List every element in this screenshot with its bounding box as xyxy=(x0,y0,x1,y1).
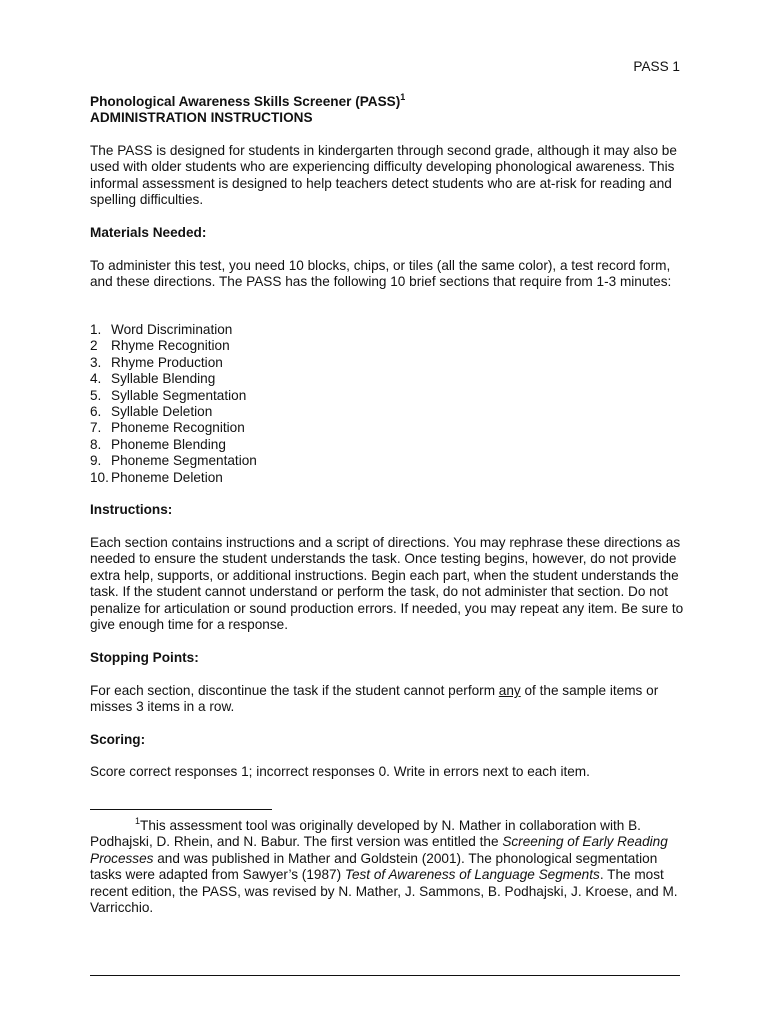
page-header-label: PASS 1 xyxy=(633,59,680,74)
list-item-label: Syllable Blending xyxy=(111,371,216,387)
title-line-2: ADMINISTRATION INSTRUCTIONS xyxy=(90,110,313,126)
title-text: Phonological Awareness Skills Screener (PASS) xyxy=(90,94,401,109)
list-item-label: Syllable Segmentation xyxy=(111,387,247,403)
list-item-number: 8. xyxy=(90,436,102,452)
list-item-label: Word Discrimination xyxy=(111,322,233,337)
footnote-divider xyxy=(90,809,272,810)
footnote-title-1: Screening of Early Reading Processes xyxy=(90,834,668,866)
list-item-number: 9. xyxy=(90,453,102,469)
list-item-label: Syllable Deletion xyxy=(111,404,213,420)
list-item xyxy=(90,420,690,436)
footnote-mark: 1 xyxy=(135,816,141,826)
sections-list xyxy=(90,322,690,486)
list-item-number: 1. xyxy=(90,322,102,337)
scoring-heading: Scoring: xyxy=(90,732,146,747)
footnote xyxy=(90,818,686,916)
materials-heading: Materials Needed: xyxy=(90,225,207,240)
list-item-label: Phoneme Deletion xyxy=(111,469,223,485)
list-item xyxy=(90,470,690,486)
instructions-heading: Instructions: xyxy=(90,502,173,517)
list-item-number: 4. xyxy=(90,371,102,387)
footnote-text-3: . The most recent edition, the PASS, was revised by N. Mather, J. Sammons, B. Podhajski, J. Kroese, and M. Varricchio. xyxy=(90,867,678,916)
list-item-label: Rhyme Recognition xyxy=(111,338,230,354)
list-item-label: Phoneme Recognition xyxy=(111,420,245,436)
list-item xyxy=(90,355,690,371)
stopping-text-end: of the sample items or misses 3 items in a row. xyxy=(90,683,659,715)
bottom-divider xyxy=(90,975,680,976)
list-item-number: 3. xyxy=(90,354,102,370)
stopping-text-start: For each section, discontinue the task if the student cannot perform xyxy=(90,683,499,698)
list-item-number: 5. xyxy=(90,387,102,403)
stopping-emphasis: any xyxy=(498,683,521,698)
stopping-points-paragraph xyxy=(90,683,686,716)
list-item xyxy=(90,437,690,453)
instructions-paragraph: Each section contains instructions and a script of directions. You may rephrase these directions as needed to ensure the student understands the task. Once testing begins, however, do not provide extra help, supports, or additional instructions. Begin each part, when the student understands the task. If the student cannot understand or perform the task, do not administer that section. Do not penalize for articulation or sound production errors. If needed, you may repeat any item. Be sure to give enough time for a response. xyxy=(90,535,684,633)
list-item xyxy=(90,453,690,469)
list-item-label: Phoneme Segmentation xyxy=(111,453,257,469)
list-item xyxy=(90,371,690,387)
list-item-number: 7. xyxy=(90,420,102,436)
list-item xyxy=(90,322,690,338)
stopping-points-heading: Stopping Points: xyxy=(90,650,199,665)
list-item-number: 10. xyxy=(90,469,109,485)
footnote-text-1: This assessment tool was originally developed by N. Mather in collaboration with B. Podhajski, D. Rhein, and N. Babur. The first version was entitled the xyxy=(90,818,641,850)
list-item-number: 6. xyxy=(90,404,102,420)
title-line-1 xyxy=(90,94,690,110)
list-item-label: Rhyme Production xyxy=(111,354,223,370)
intro-paragraph: The PASS is designed for students in kindergarten through second grade, although it may also be used with older students who are experiencing difficulty developing phonological awareness. This informal assessment is designed to help teachers detect students who are at-risk for reading and spelling difficulties. xyxy=(90,143,677,208)
title-footnote-mark: 1 xyxy=(400,92,406,102)
list-item xyxy=(90,338,690,354)
list-item-number: 2 xyxy=(90,338,98,354)
footnote-title-2: Test of Awareness of Language Segments xyxy=(344,867,600,883)
materials-paragraph: To administer this test, you need 10 blocks, chips, or tiles (all the same color), a test record form, and these directions. The PASS has the following 10 brief sections that require from 1-3 minutes: xyxy=(90,258,672,290)
footnote-text-2: and was published in Mather and Goldstein (2001). The phonological segmentation tasks were adapted from Sawyer’s (1987) xyxy=(90,850,658,883)
list-item xyxy=(90,404,690,420)
list-item-label: Phoneme Blending xyxy=(111,436,226,452)
scoring-paragraph: Score correct responses 1; incorrect responses 0. Write in errors next to each item. xyxy=(90,764,590,779)
list-item xyxy=(90,388,690,404)
document-title xyxy=(90,94,690,127)
